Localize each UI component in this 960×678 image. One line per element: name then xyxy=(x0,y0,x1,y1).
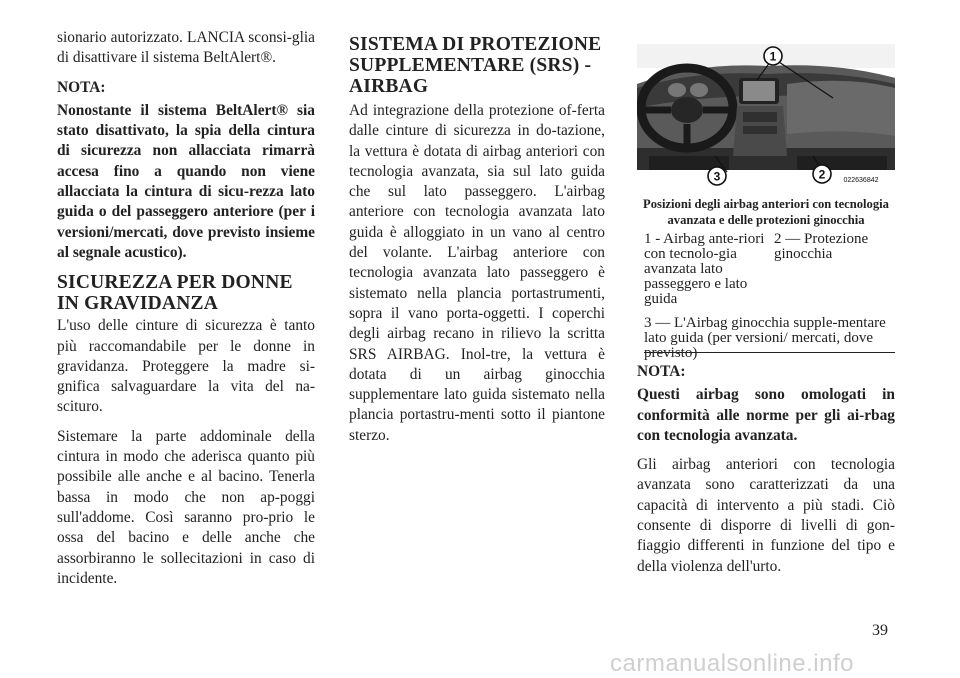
legend-divider xyxy=(644,352,895,353)
paragraph-belt-alert: sionario autorizzato. LANCIA sconsi-glia di disattivare il sistema BeltAlert®. xyxy=(57,29,315,67)
heading-line: SUPPLEMENTARE (SRS) - xyxy=(349,55,592,76)
airbag-dashboard-figure xyxy=(637,44,895,194)
watermark: carmanualsonline.info xyxy=(610,650,854,677)
heading-line: SISTEMA DI PROTEZIONE xyxy=(349,34,602,55)
dashboard-illustration xyxy=(637,44,895,194)
legend-item-1: 1 - Airbag ante-riori con tecnolo-gia avanzata lato passeggero e lato guida xyxy=(644,231,765,307)
note-text: Questi airbag sono omologati in conformità alle norme per gli ai-rbag con tecnologia avanzata. xyxy=(637,386,895,444)
note-label: NOTA: xyxy=(637,363,686,380)
left-column xyxy=(57,28,315,598)
note-label: NOTA: xyxy=(57,78,106,96)
legend-item-3: 3 — L'Airbag ginocchia supple-mentare lato guida (per versioni/ mercati, dove previsto) xyxy=(644,315,886,361)
figure-code: 022636842 xyxy=(843,177,879,184)
page-number: 39 xyxy=(872,622,888,639)
middle-column xyxy=(349,28,605,455)
section-heading-srs xyxy=(349,34,605,97)
figure-caption: Posizioni degli airbag anteriori con tecnologia avanzata e delle protezioni ginocchia xyxy=(643,197,889,227)
note-text: Nonostante il sistema BeltAlert® sia stato disattivato, la spia della cintura di sicurezza non allacciata rimarrà accesa fino a quando non viene allacciata la cintura di sicu-rezza lato guida o del passeggero anteriore (per i versioni/mercati, dove previsto insieme al segnale acustico). xyxy=(57,101,315,261)
legend-item-2: 2 — Protezione ginocchia xyxy=(774,231,869,262)
paragraph-multistage: Gli airbag anteriori con tecnologia avanzata sono caratterizzati da una capacità di intervento a più stadi. Ciò consente di disporre di livelli di gon-fiaggio differenti in funzione del tipo e della violenza dell'urto. xyxy=(637,456,895,575)
callout-1-label: 1 xyxy=(769,49,777,64)
heading-line: IN GRAVIDANZA xyxy=(57,293,218,315)
callout-3-label: 3 xyxy=(713,169,721,184)
paragraph-pregnancy-2: Sistemare la parte addominale della cintura in modo che aderisca quanto più possibile alle anche e al bacino. Tenerla bassa in modo che non ap-poggi sull'addome. Così saranno pro-prio le ossa del bacino e delle anche che assorbiranno le sollecitazioni in caso di incidente. xyxy=(57,427,315,587)
paragraph-srs: Ad integrazione della protezione of-ferta dalle cinture di sicurezza in do-tazione, la vettura è dotata di airbag anteriori con tecnologia avanzata, sia sul lato guida che sul lato passeggero. L'airbag anteriore con tecnologia avanzata lato guida è alloggiato in un vano al centro del volante. L'airbag anteriore con tecnologia avanzata lato passeggero è sistemato nella plancia portastrumenti, sopra il vano porta-oggetti. I coperchi degli airbag recano in rilievo la scritta SRS AIRBAG. Inol-tre, la vettura è dotata di un airbag ginocchia supplementare lato guida sistemato nella plancia portastru-menti sotto il piantone sterzo. xyxy=(349,102,605,444)
paragraph-pregnancy-1: L'uso delle cinture di sicurezza è tanto più raccomandabile per le donne in gravidanza. Proteggere la madre si-gnifica salvaguardare la vita del na-scituro. xyxy=(57,317,315,416)
heading-line: AIRBAG xyxy=(349,76,429,97)
section-heading-pregnancy xyxy=(57,272,315,314)
heading-line: SICUREZZA PER DONNE xyxy=(57,272,293,294)
right-column xyxy=(637,44,895,586)
figure-legend xyxy=(637,231,895,361)
callout-2-label: 2 xyxy=(818,167,826,182)
